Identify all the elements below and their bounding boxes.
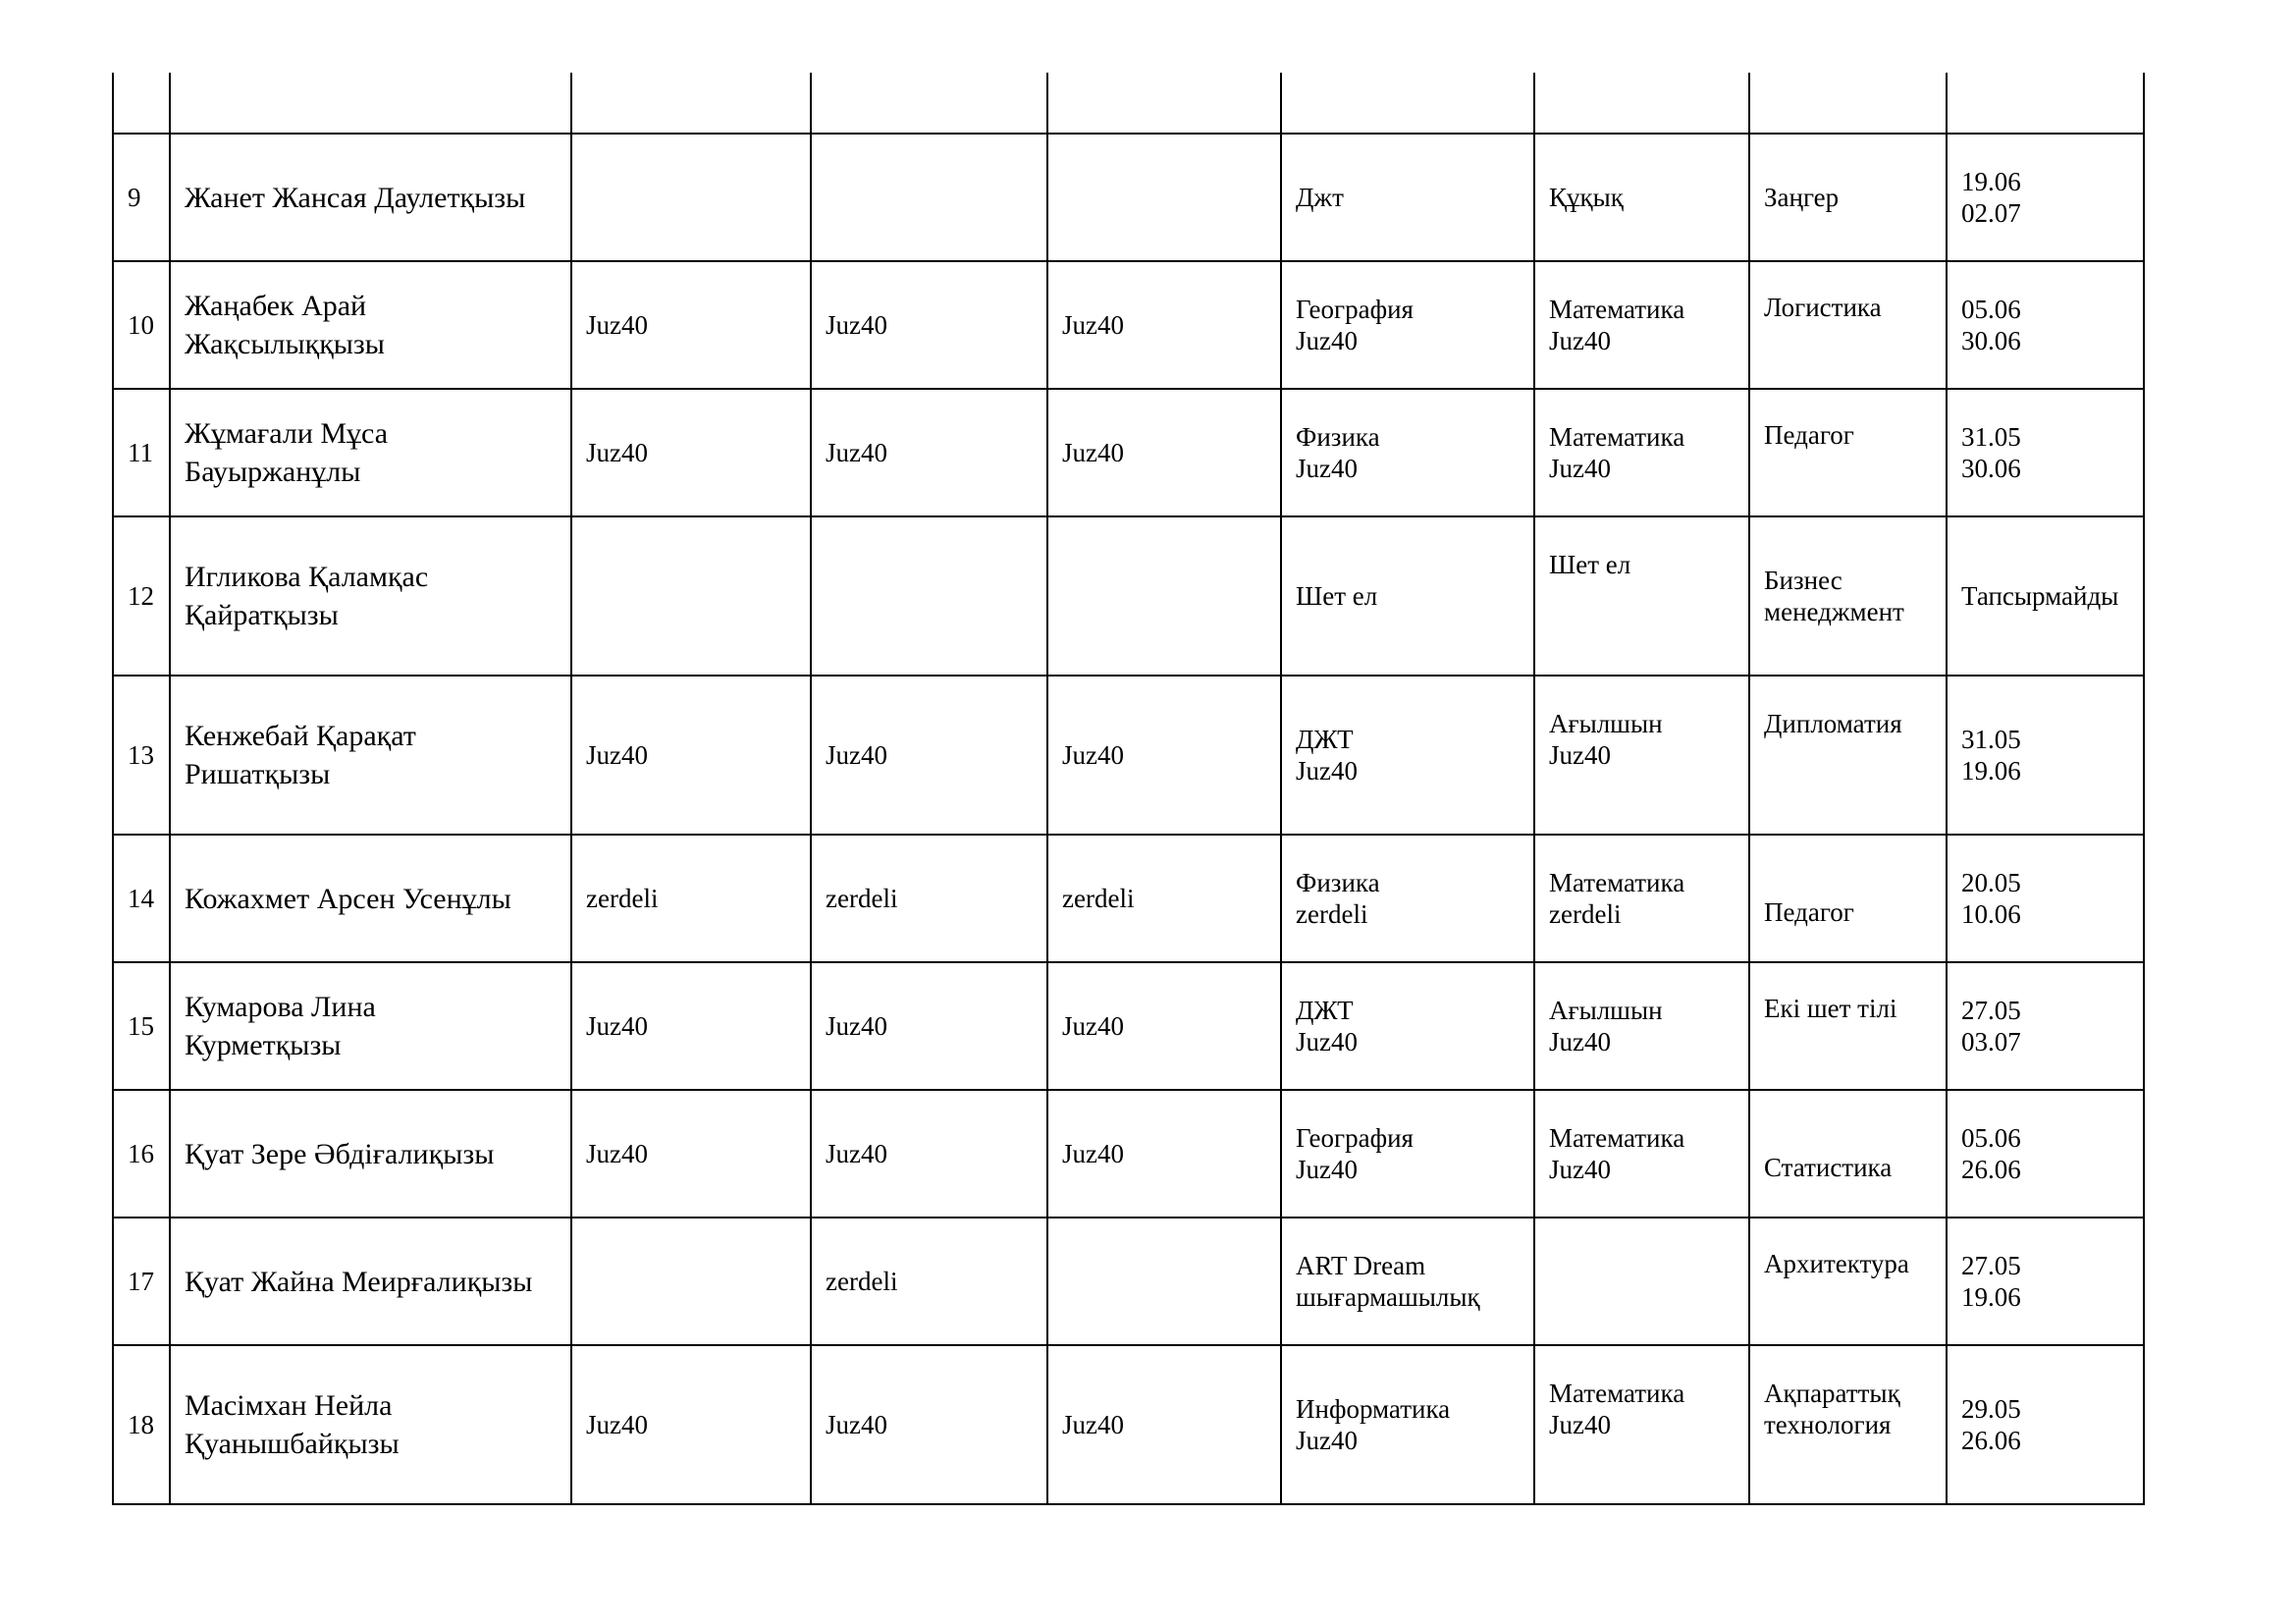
row-number: 14 xyxy=(113,835,170,962)
profile-line: Juz40 xyxy=(1296,1155,1358,1184)
date-line: 31.05 xyxy=(1961,725,2021,754)
cell-col2 xyxy=(811,516,1047,676)
subject-line: Математика xyxy=(1549,868,1685,897)
table-cell xyxy=(811,73,1047,134)
name-line: Жақсылыққызы xyxy=(185,328,385,360)
date-line: 27.05 xyxy=(1961,996,2021,1025)
cell-col1 xyxy=(571,1218,811,1345)
profile-line: ДЖТ xyxy=(1296,996,1354,1025)
student-name xyxy=(170,516,571,676)
subject-line: Математика xyxy=(1549,422,1685,452)
date-line: 19.06 xyxy=(1961,1282,2021,1312)
profile-cell xyxy=(1281,389,1534,516)
row-number: 11 xyxy=(113,389,170,516)
name-line: Қуанышбайқызы xyxy=(185,1428,400,1460)
subject-cell xyxy=(1534,835,1749,962)
subject-line: Juz40 xyxy=(1549,326,1611,355)
name-line: Курметқызы xyxy=(185,1029,342,1061)
student-name xyxy=(170,676,571,835)
table-row xyxy=(113,516,2144,676)
dates-cell xyxy=(1947,1090,2144,1218)
table-cell xyxy=(1281,73,1534,134)
profile-line: Juz40 xyxy=(1296,756,1358,785)
profile-line: Джт xyxy=(1296,183,1344,212)
profile-cell xyxy=(1281,676,1534,835)
cell-col3: Juz40 xyxy=(1047,676,1281,835)
cell-col3: Juz40 xyxy=(1047,962,1281,1090)
row-number: 9 xyxy=(113,134,170,261)
profile-line: шығармашылық xyxy=(1296,1282,1480,1312)
date-line: 10.06 xyxy=(1961,899,2021,929)
profile-line: Juz40 xyxy=(1296,454,1358,483)
name-line: Кумарова Лина xyxy=(185,991,376,1023)
subject-cell xyxy=(1534,676,1749,835)
specialty-line: Педагог xyxy=(1764,420,1854,450)
student-name xyxy=(170,389,571,516)
name-line: Жанет Жансая Даулетқызы xyxy=(185,181,526,214)
table-cell xyxy=(1749,73,1947,134)
date-line: 03.07 xyxy=(1961,1027,2021,1056)
date-line: 05.06 xyxy=(1961,295,2021,324)
cell-col1: zerdeli xyxy=(571,835,811,962)
cell-col2: Juz40 xyxy=(811,676,1047,835)
student-name xyxy=(170,835,571,962)
profile-line: Juz40 xyxy=(1296,1027,1358,1056)
date-line: 19.06 xyxy=(1961,167,2021,196)
cell-col3 xyxy=(1047,516,1281,676)
specialty-cell xyxy=(1749,1345,1947,1504)
profile-line: Juz40 xyxy=(1296,1426,1358,1455)
table-row xyxy=(113,1345,2144,1504)
cell-col1: Juz40 xyxy=(571,261,811,389)
specialty-line: Статистика xyxy=(1764,1153,1893,1182)
date-line: 31.05 xyxy=(1961,422,2021,452)
row-number: 10 xyxy=(113,261,170,389)
specialty-line: Дипломатия xyxy=(1764,709,1902,738)
row-number: 18 xyxy=(113,1345,170,1504)
profile-line: Физика xyxy=(1296,422,1380,452)
table-row xyxy=(113,835,2144,962)
specialty-cell xyxy=(1749,1090,1947,1218)
specialty-cell xyxy=(1749,389,1947,516)
table-cell xyxy=(1947,73,2144,134)
specialty-line: Архитектура xyxy=(1764,1249,1909,1278)
table-row-continuation xyxy=(113,73,2144,134)
cell-col2: Juz40 xyxy=(811,389,1047,516)
cell-col3 xyxy=(1047,1218,1281,1345)
specialty-line: Логистика xyxy=(1764,293,1882,322)
specialty-line: Бизнес xyxy=(1764,566,1842,595)
cell-col3: Juz40 xyxy=(1047,389,1281,516)
specialty-line: Екі шет тілі xyxy=(1764,994,1897,1023)
profile-cell xyxy=(1281,1090,1534,1218)
student-name xyxy=(170,134,571,261)
date-line: 26.06 xyxy=(1961,1155,2021,1184)
profile-line: Информатика xyxy=(1296,1394,1451,1424)
date-line: 20.05 xyxy=(1961,868,2021,897)
dates-cell xyxy=(1947,1218,2144,1345)
table-row xyxy=(113,1090,2144,1218)
table-row xyxy=(113,389,2144,516)
table-row xyxy=(113,134,2144,261)
subject-cell xyxy=(1534,1090,1749,1218)
subject-cell xyxy=(1534,1345,1749,1504)
name-line: Жаңабек Арай xyxy=(185,290,367,322)
name-line: Қуат Зере Әбдіғалиқызы xyxy=(185,1137,495,1170)
cell-col3 xyxy=(1047,134,1281,261)
subject-cell xyxy=(1534,134,1749,261)
cell-col2: zerdeli xyxy=(811,1218,1047,1345)
name-line: Ришатқызы xyxy=(185,758,331,790)
subject-line: Juz40 xyxy=(1549,1027,1611,1056)
cell-col3: Juz40 xyxy=(1047,1345,1281,1504)
subject-cell xyxy=(1534,389,1749,516)
subject-line: Ағылшын xyxy=(1549,709,1663,738)
profile-line: ДЖТ xyxy=(1296,725,1354,754)
cell-col1: Juz40 xyxy=(571,1090,811,1218)
subject-line: Juz40 xyxy=(1549,1410,1611,1439)
profile-cell xyxy=(1281,835,1534,962)
name-line: Кенжебай Қарақат xyxy=(185,720,416,752)
cell-col1: Juz40 xyxy=(571,389,811,516)
student-name xyxy=(170,1218,571,1345)
cell-col1: Juz40 xyxy=(571,1345,811,1504)
dates-cell xyxy=(1947,261,2144,389)
name-line: Жұмағали Мұса xyxy=(185,417,389,450)
cell-col2: Juz40 xyxy=(811,1345,1047,1504)
specialty-line: Ақпараттық xyxy=(1764,1379,1900,1408)
date-line: 02.07 xyxy=(1961,198,2021,228)
dates-cell xyxy=(1947,962,2144,1090)
subject-line: Шет ел xyxy=(1549,550,1631,579)
cell-col3: Juz40 xyxy=(1047,1090,1281,1218)
specialty-cell xyxy=(1749,835,1947,962)
specialty-cell xyxy=(1749,1218,1947,1345)
row-number: 16 xyxy=(113,1090,170,1218)
row-number: 17 xyxy=(113,1218,170,1345)
date-line: Тапсырмайды xyxy=(1961,581,2119,611)
specialty-cell xyxy=(1749,261,1947,389)
subject-line: Математика xyxy=(1549,1123,1685,1153)
subject-cell xyxy=(1534,516,1749,676)
table-cell xyxy=(113,73,170,134)
profile-cell xyxy=(1281,516,1534,676)
specialty-line: Педагог xyxy=(1764,897,1854,927)
profile-cell xyxy=(1281,1345,1534,1504)
subject-line: zerdeli xyxy=(1549,899,1622,929)
cell-col2: Juz40 xyxy=(811,261,1047,389)
row-number: 12 xyxy=(113,516,170,676)
profile-line: ART Dream xyxy=(1296,1251,1426,1280)
cell-col2: zerdeli xyxy=(811,835,1047,962)
date-line: 30.06 xyxy=(1961,326,2021,355)
subject-cell xyxy=(1534,1218,1749,1345)
dates-cell xyxy=(1947,676,2144,835)
specialty-line: менеджмент xyxy=(1764,597,1904,626)
profile-line: Физика xyxy=(1296,868,1380,897)
subject-line: Ағылшын xyxy=(1549,996,1663,1025)
profile-line: Juz40 xyxy=(1296,326,1358,355)
subject-line: Juz40 xyxy=(1549,740,1611,770)
subject-line: Juz40 xyxy=(1549,1155,1611,1184)
name-line: Масімхан Нейла xyxy=(185,1389,393,1422)
specialty-cell xyxy=(1749,676,1947,835)
cell-col1: Juz40 xyxy=(571,962,811,1090)
student-name xyxy=(170,261,571,389)
profile-cell xyxy=(1281,962,1534,1090)
student-name xyxy=(170,1345,571,1504)
profile-line: География xyxy=(1296,1123,1414,1153)
cell-col2: Juz40 xyxy=(811,1090,1047,1218)
date-line: 27.05 xyxy=(1961,1251,2021,1280)
cell-col1 xyxy=(571,516,811,676)
subject-line: Математика xyxy=(1549,295,1685,324)
subject-cell xyxy=(1534,962,1749,1090)
table-cell xyxy=(571,73,811,134)
profile-line: Шет ел xyxy=(1296,581,1378,611)
date-line: 29.05 xyxy=(1961,1394,2021,1424)
profile-cell xyxy=(1281,1218,1534,1345)
cell-col2: Juz40 xyxy=(811,962,1047,1090)
cell-col2 xyxy=(811,134,1047,261)
name-line: Қайратқызы xyxy=(185,599,339,631)
profile-cell xyxy=(1281,134,1534,261)
specialty-cell xyxy=(1749,962,1947,1090)
cell-col3: zerdeli xyxy=(1047,835,1281,962)
students-table xyxy=(112,73,2145,1505)
table-row xyxy=(113,1218,2144,1345)
dates-cell xyxy=(1947,835,2144,962)
student-name xyxy=(170,1090,571,1218)
dates-cell xyxy=(1947,134,2144,261)
subject-cell xyxy=(1534,261,1749,389)
subject-line: Құқық xyxy=(1549,183,1624,212)
specialty-line: Заңгер xyxy=(1764,183,1840,212)
date-line: 19.06 xyxy=(1961,756,2021,785)
table-row xyxy=(113,261,2144,389)
date-line: 30.06 xyxy=(1961,454,2021,483)
row-number: 13 xyxy=(113,676,170,835)
row-number: 15 xyxy=(113,962,170,1090)
profile-cell xyxy=(1281,261,1534,389)
dates-cell xyxy=(1947,389,2144,516)
specialty-line: технология xyxy=(1764,1410,1892,1439)
name-line: Бауыржанұлы xyxy=(185,456,361,488)
profile-line: zerdeli xyxy=(1296,899,1368,929)
date-line: 05.06 xyxy=(1961,1123,2021,1153)
subject-line: Juz40 xyxy=(1549,454,1611,483)
name-line: Игликова Қаламқас xyxy=(185,561,429,593)
table-cell xyxy=(170,73,571,134)
dates-cell xyxy=(1947,516,2144,676)
cell-col1: Juz40 xyxy=(571,676,811,835)
student-name xyxy=(170,962,571,1090)
table-cell xyxy=(1047,73,1281,134)
table-row xyxy=(113,962,2144,1090)
name-line: Кожахмет Арсен Усенұлы xyxy=(185,882,511,915)
dates-cell xyxy=(1947,1345,2144,1504)
table-row xyxy=(113,676,2144,835)
profile-line: География xyxy=(1296,295,1414,324)
date-line: 26.06 xyxy=(1961,1426,2021,1455)
specialty-cell xyxy=(1749,134,1947,261)
specialty-cell xyxy=(1749,516,1947,676)
table-cell xyxy=(1534,73,1749,134)
cell-col1 xyxy=(571,134,811,261)
subject-line: Математика xyxy=(1549,1379,1685,1408)
cell-col3: Juz40 xyxy=(1047,261,1281,389)
name-line: Қуат Жайна Меирғалиқызы xyxy=(185,1265,533,1298)
